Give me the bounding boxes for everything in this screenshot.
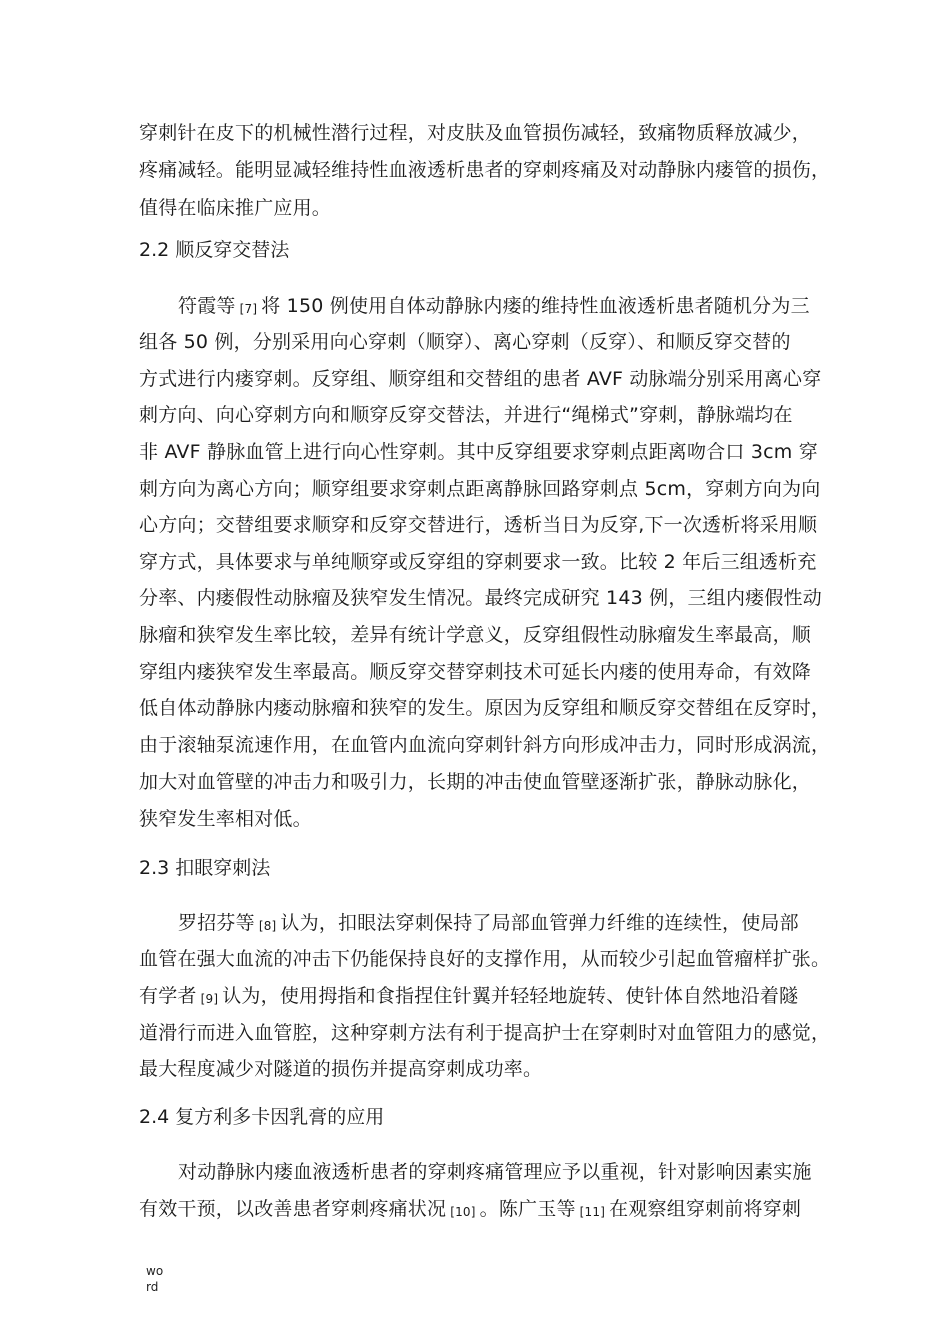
paragraph-line bbox=[139, 984, 829, 1010]
paragraph-line: 道滑行而进入血管腔，这种穿刺方法有利于提高护士在穿刺时对血管阻力的感觉， bbox=[139, 1022, 831, 1044]
section-heading-2-4: 2.4 复方利多卡因乳膏的应用 bbox=[139, 1106, 385, 1128]
paragraph-line: 血管在强大血流的冲击下仍能保持良好的支撑作用，从而较少引起血管瘤样扩张。 bbox=[139, 948, 831, 970]
paragraph-line: 方式进行内瘘穿刺。反穿组、顺穿组和交替组的患者 AVF 动脉端分别采用离心穿 bbox=[139, 368, 822, 390]
citation-ref[interactable]: [9] bbox=[200, 992, 219, 1006]
section-heading-2-3: 2.3 扣眼穿刺法 bbox=[139, 857, 271, 879]
paragraph-line: 穿组内瘘狭窄发生率最高。顺反穿交替穿刺技术可延长内瘘的使用寿命，有效降 bbox=[139, 661, 812, 683]
paragraph-line: 值得在临床推广应用。 bbox=[139, 197, 332, 219]
paragraph-line: 最大程度减少对隧道的损伤并提高穿刺成功率。 bbox=[139, 1058, 543, 1080]
paragraph-line bbox=[178, 911, 868, 937]
footer-text: rd bbox=[146, 1280, 159, 1294]
paragraph-line: 心方向；交替组要求顺穿和反穿交替进行，透析当日为反穿,下一次透析将采用顺 bbox=[139, 514, 818, 536]
paragraph-line: 刺方向为离心方向；顺穿组要求穿刺点距离静脉回路穿刺点 5cm，穿刺方向为向 bbox=[139, 478, 821, 500]
text-segment: 符霞等 bbox=[178, 295, 236, 317]
paragraph-line: 穿刺针在皮下的机械性潜行过程，对皮肤及血管损伤减轻，致痛物质释放减少， bbox=[139, 122, 812, 144]
text-segment: 将 150 例使用自体动静脉内瘘的维持性血液透析患者随机分为三 bbox=[261, 295, 810, 317]
paragraph-line bbox=[139, 1197, 829, 1223]
text-segment: 。陈广玉等 bbox=[479, 1198, 576, 1220]
text-segment: 有学者 bbox=[139, 985, 197, 1007]
text-segment: 在观察组穿刺前将穿刺 bbox=[609, 1198, 802, 1220]
paragraph-line bbox=[178, 294, 868, 320]
paragraph-line: 加大对血管壁的冲击力和吸引力，长期的冲击使血管壁逐渐扩张，静脉动脉化， bbox=[139, 771, 812, 793]
paragraph-line: 由于滚轴泵流速作用，在血管内血流向穿刺针斜方向形成冲击力，同时形成涡流， bbox=[139, 734, 831, 756]
paragraph-line: 分率、内瘘假性动脉瘤及狭窄发生情况。最终完成研究 143 例，三组内瘘假性动 bbox=[139, 587, 822, 609]
text-segment: 认为，扣眼法穿刺保持了局部血管弹力纤维的连续性，使局部 bbox=[280, 912, 799, 934]
paragraph-line: 狭窄发生率相对低。 bbox=[139, 808, 312, 830]
paragraph-line: 非 AVF 静脉血管上进行向心性穿刺。其中反穿组要求穿刺点距离吻合口 3cm 穿 bbox=[139, 441, 818, 463]
text-segment: 有效干预，以改善患者穿刺疼痛状况 bbox=[139, 1198, 447, 1220]
paragraph-line: 对动静脉内瘘血液透析患者的穿刺疼痛管理应予以重视，针对影响因素实施 bbox=[178, 1161, 812, 1183]
section-heading-2-2: 2.2 顺反穿交替法 bbox=[139, 239, 290, 261]
citation-ref[interactable]: [8] bbox=[258, 919, 277, 933]
citation-ref[interactable]: [7] bbox=[239, 302, 258, 316]
citation-ref[interactable]: [11] bbox=[579, 1205, 606, 1219]
paragraph-line: 脉瘤和狭窄发生率比较，差异有统计学意义，反穿组假性动脉瘤发生率最高，顺 bbox=[139, 624, 812, 646]
footer-text: wo bbox=[146, 1264, 164, 1278]
citation-ref[interactable]: [10] bbox=[450, 1205, 476, 1219]
text-segment: 认为，使用拇指和食指捏住针翼并轻轻地旋转、使针体自然地沿着隧 bbox=[222, 985, 799, 1007]
paragraph-line: 组各 50 例，分别采用向心穿刺（顺穿）、离心穿刺（反穿）、和顺反穿交替的 bbox=[139, 331, 791, 353]
text-segment: 罗招芬等 bbox=[178, 912, 255, 934]
paragraph-line: 刺方向、向心穿刺方向和顺穿反穿交替法，并进行“绳梯式”穿刺，静脉端均在 bbox=[139, 404, 793, 426]
paragraph-line: 疼痛减轻。能明显减轻维持性血液透析患者的穿刺疼痛及对动静脉内瘘管的损伤， bbox=[139, 159, 831, 181]
paragraph-line: 低自体动静脉内瘘动脉瘤和狭窄的发生。原因为反穿组和顺反穿交替组在反穿时， bbox=[139, 697, 831, 719]
paragraph-line: 穿方式，具体要求与单纯顺穿或反穿组的穿刺要求一致。比较 2 年后三组透析充 bbox=[139, 551, 817, 573]
